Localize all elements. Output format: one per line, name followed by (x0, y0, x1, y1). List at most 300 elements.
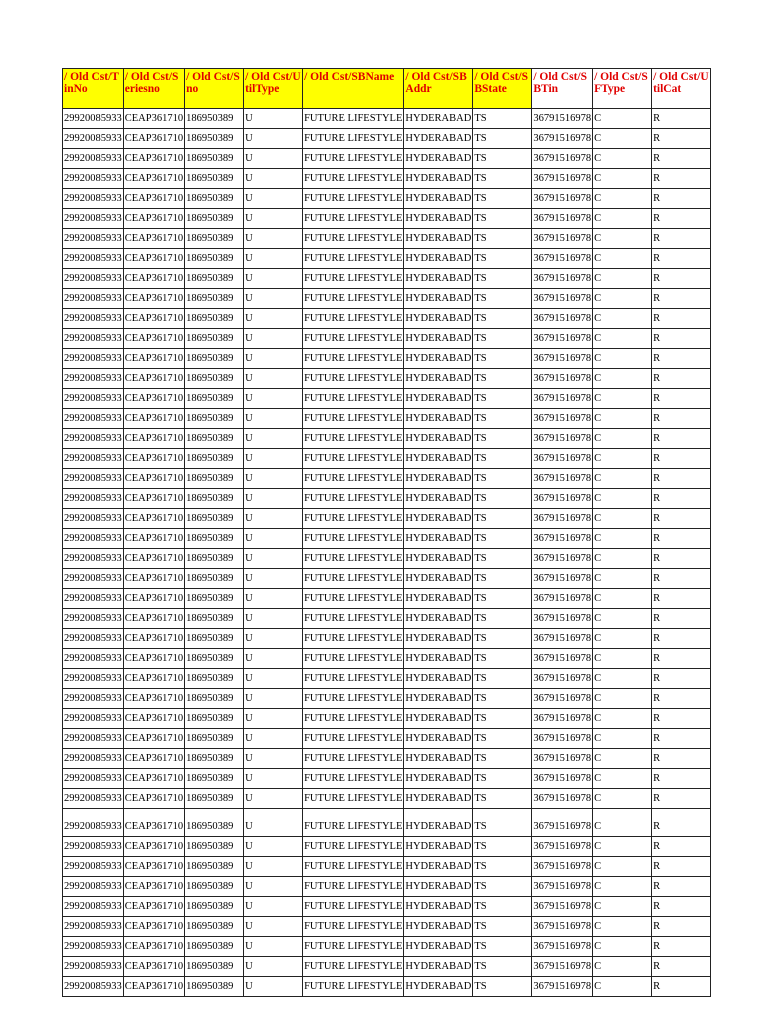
cell-tinno[interactable]: 29920085933 (63, 169, 124, 189)
cell-sbstate[interactable]: TS (473, 429, 532, 449)
cell-utilcat[interactable]: R (652, 169, 711, 189)
cell-utiltype[interactable]: U (244, 629, 303, 649)
cell-seriesno[interactable]: CEAP361710 (123, 129, 184, 149)
cell-sbstate[interactable]: TS (473, 409, 532, 429)
cell-seriesno[interactable]: CEAP361710 (123, 189, 184, 209)
cell-sbaddr[interactable]: HYDERABAD (404, 877, 473, 897)
cell-utilcat[interactable]: R (652, 857, 711, 877)
cell-tinno[interactable]: 29920085933 (63, 749, 124, 769)
cell-sbaddr[interactable]: HYDERABAD (404, 937, 473, 957)
cell-sno[interactable]: 186950389 (185, 649, 244, 669)
cell-tinno[interactable]: 29920085933 (63, 429, 124, 449)
cell-sbaddr[interactable]: HYDERABAD (404, 649, 473, 669)
cell-sftype[interactable]: C (593, 409, 652, 429)
cell-tinno[interactable]: 29920085933 (63, 489, 124, 509)
cell-utiltype[interactable]: U (244, 917, 303, 937)
cell-sbtin[interactable]: 36791516978 (532, 837, 593, 857)
cell-sbaddr[interactable]: HYDERABAD (404, 369, 473, 389)
cell-sbstate[interactable]: TS (473, 249, 532, 269)
cell-sbtin[interactable]: 36791516978 (532, 857, 593, 877)
cell-sftype[interactable]: C (593, 749, 652, 769)
cell-sftype[interactable]: C (593, 349, 652, 369)
cell-utilcat[interactable]: R (652, 109, 711, 129)
cell-sno[interactable]: 186950389 (185, 837, 244, 857)
column-header-sbtin[interactable]: / Old Cst/SBTin (532, 69, 593, 109)
cell-sftype[interactable]: C (593, 509, 652, 529)
cell-sftype[interactable]: C (593, 369, 652, 389)
cell-sno[interactable]: 186950389 (185, 729, 244, 749)
column-header-utiltype[interactable]: / Old Cst/UtilType (244, 69, 303, 109)
cell-utilcat[interactable]: R (652, 409, 711, 429)
cell-sbstate[interactable]: TS (473, 569, 532, 589)
cell-sbname[interactable]: FUTURE LIFESTYLE (303, 209, 404, 229)
cell-sbtin[interactable]: 36791516978 (532, 937, 593, 957)
cell-sbtin[interactable]: 36791516978 (532, 469, 593, 489)
cell-sbstate[interactable]: TS (473, 549, 532, 569)
cell-sbname[interactable]: FUTURE LIFESTYLE (303, 897, 404, 917)
cell-sbaddr[interactable]: HYDERABAD (404, 629, 473, 649)
column-header-utilcat[interactable]: / Old Cst/UtilCat (652, 69, 711, 109)
cell-tinno[interactable]: 29920085933 (63, 689, 124, 709)
cell-utiltype[interactable]: U (244, 957, 303, 977)
cell-sno[interactable]: 186950389 (185, 529, 244, 549)
cell-sno[interactable]: 186950389 (185, 289, 244, 309)
cell-seriesno[interactable]: CEAP361710 (123, 549, 184, 569)
cell-utiltype[interactable]: U (244, 149, 303, 169)
cell-sbaddr[interactable]: HYDERABAD (404, 769, 473, 789)
cell-utiltype[interactable]: U (244, 857, 303, 877)
cell-seriesno[interactable]: CEAP361710 (123, 769, 184, 789)
cell-sbname[interactable]: FUTURE LIFESTYLE (303, 857, 404, 877)
cell-utiltype[interactable]: U (244, 329, 303, 349)
cell-sbaddr[interactable]: HYDERABAD (404, 917, 473, 937)
cell-sbaddr[interactable]: HYDERABAD (404, 977, 473, 997)
cell-utiltype[interactable]: U (244, 189, 303, 209)
cell-sbtin[interactable]: 36791516978 (532, 529, 593, 549)
cell-sbstate[interactable]: TS (473, 529, 532, 549)
cell-utilcat[interactable]: R (652, 189, 711, 209)
cell-seriesno[interactable]: CEAP361710 (123, 489, 184, 509)
cell-sbtin[interactable]: 36791516978 (532, 289, 593, 309)
cell-sftype[interactable]: C (593, 269, 652, 289)
cell-sbaddr[interactable]: HYDERABAD (404, 469, 473, 489)
cell-sbtin[interactable]: 36791516978 (532, 897, 593, 917)
cell-seriesno[interactable]: CEAP361710 (123, 209, 184, 229)
cell-sbstate[interactable]: TS (473, 957, 532, 977)
cell-sbname[interactable]: FUTURE LIFESTYLE (303, 329, 404, 349)
cell-tinno[interactable]: 29920085933 (63, 837, 124, 857)
cell-sbaddr[interactable]: HYDERABAD (404, 169, 473, 189)
cell-sbname[interactable]: FUTURE LIFESTYLE (303, 309, 404, 329)
cell-utiltype[interactable]: U (244, 249, 303, 269)
cell-seriesno[interactable]: CEAP361710 (123, 249, 184, 269)
cell-tinno[interactable]: 29920085933 (63, 209, 124, 229)
cell-seriesno[interactable]: CEAP361710 (123, 529, 184, 549)
cell-sno[interactable]: 186950389 (185, 669, 244, 689)
cell-utilcat[interactable]: R (652, 209, 711, 229)
cell-tinno[interactable]: 29920085933 (63, 569, 124, 589)
cell-sno[interactable]: 186950389 (185, 209, 244, 229)
cell-utiltype[interactable]: U (244, 529, 303, 549)
cell-sbstate[interactable]: TS (473, 729, 532, 749)
cell-utilcat[interactable]: R (652, 809, 711, 837)
cell-sbtin[interactable]: 36791516978 (532, 209, 593, 229)
cell-sno[interactable]: 186950389 (185, 229, 244, 249)
cell-utilcat[interactable]: R (652, 977, 711, 997)
cell-sftype[interactable]: C (593, 769, 652, 789)
cell-seriesno[interactable]: CEAP361710 (123, 109, 184, 129)
cell-sbstate[interactable]: TS (473, 329, 532, 349)
cell-tinno[interactable]: 29920085933 (63, 649, 124, 669)
cell-seriesno[interactable]: CEAP361710 (123, 569, 184, 589)
cell-utiltype[interactable]: U (244, 789, 303, 809)
cell-sbtin[interactable]: 36791516978 (532, 329, 593, 349)
cell-sbaddr[interactable]: HYDERABAD (404, 897, 473, 917)
cell-seriesno[interactable]: CEAP361710 (123, 689, 184, 709)
cell-sbstate[interactable]: TS (473, 269, 532, 289)
cell-sbaddr[interactable]: HYDERABAD (404, 729, 473, 749)
cell-sno[interactable]: 186950389 (185, 589, 244, 609)
cell-utiltype[interactable]: U (244, 389, 303, 409)
cell-sbname[interactable]: FUTURE LIFESTYLE (303, 469, 404, 489)
cell-sbname[interactable]: FUTURE LIFESTYLE (303, 449, 404, 469)
cell-sno[interactable]: 186950389 (185, 609, 244, 629)
cell-sftype[interactable]: C (593, 857, 652, 877)
cell-seriesno[interactable]: CEAP361710 (123, 897, 184, 917)
cell-sftype[interactable]: C (593, 669, 652, 689)
cell-sbname[interactable]: FUTURE LIFESTYLE (303, 837, 404, 857)
cell-sbaddr[interactable]: HYDERABAD (404, 189, 473, 209)
cell-tinno[interactable]: 29920085933 (63, 329, 124, 349)
cell-tinno[interactable]: 29920085933 (63, 809, 124, 837)
cell-sbaddr[interactable]: HYDERABAD (404, 449, 473, 469)
cell-utiltype[interactable]: U (244, 569, 303, 589)
cell-sbtin[interactable]: 36791516978 (532, 389, 593, 409)
cell-sbname[interactable]: FUTURE LIFESTYLE (303, 509, 404, 529)
cell-sbtin[interactable]: 36791516978 (532, 509, 593, 529)
cell-sbstate[interactable]: TS (473, 289, 532, 309)
cell-sbname[interactable]: FUTURE LIFESTYLE (303, 809, 404, 837)
cell-sbaddr[interactable]: HYDERABAD (404, 669, 473, 689)
cell-sbname[interactable]: FUTURE LIFESTYLE (303, 189, 404, 209)
cell-sbname[interactable]: FUTURE LIFESTYLE (303, 489, 404, 509)
cell-tinno[interactable]: 29920085933 (63, 369, 124, 389)
cell-sbtin[interactable]: 36791516978 (532, 977, 593, 997)
cell-utilcat[interactable]: R (652, 149, 711, 169)
cell-utiltype[interactable]: U (244, 649, 303, 669)
cell-sbname[interactable]: FUTURE LIFESTYLE (303, 249, 404, 269)
cell-sbstate[interactable]: TS (473, 129, 532, 149)
cell-sbname[interactable]: FUTURE LIFESTYLE (303, 977, 404, 997)
cell-sbname[interactable]: FUTURE LIFESTYLE (303, 289, 404, 309)
cell-sno[interactable]: 186950389 (185, 149, 244, 169)
cell-sftype[interactable]: C (593, 209, 652, 229)
cell-sbstate[interactable]: TS (473, 189, 532, 209)
cell-utilcat[interactable]: R (652, 897, 711, 917)
cell-utiltype[interactable]: U (244, 489, 303, 509)
cell-sftype[interactable]: C (593, 549, 652, 569)
cell-sbaddr[interactable]: HYDERABAD (404, 789, 473, 809)
cell-sftype[interactable]: C (593, 809, 652, 837)
cell-sno[interactable]: 186950389 (185, 389, 244, 409)
cell-seriesno[interactable]: CEAP361710 (123, 609, 184, 629)
cell-utilcat[interactable]: R (652, 669, 711, 689)
cell-sbstate[interactable]: TS (473, 349, 532, 369)
cell-sbaddr[interactable]: HYDERABAD (404, 857, 473, 877)
cell-sftype[interactable]: C (593, 957, 652, 977)
cell-sbtin[interactable]: 36791516978 (532, 169, 593, 189)
cell-sftype[interactable]: C (593, 309, 652, 329)
cell-seriesno[interactable]: CEAP361710 (123, 349, 184, 369)
cell-sbtin[interactable]: 36791516978 (532, 789, 593, 809)
cell-tinno[interactable]: 29920085933 (63, 669, 124, 689)
cell-sbtin[interactable]: 36791516978 (532, 229, 593, 249)
cell-sftype[interactable]: C (593, 729, 652, 749)
cell-sno[interactable]: 186950389 (185, 469, 244, 489)
cell-sbtin[interactable]: 36791516978 (532, 729, 593, 749)
cell-sbstate[interactable]: TS (473, 809, 532, 837)
cell-sbaddr[interactable]: HYDERABAD (404, 269, 473, 289)
cell-sbtin[interactable]: 36791516978 (532, 269, 593, 289)
cell-sftype[interactable]: C (593, 897, 652, 917)
cell-tinno[interactable]: 29920085933 (63, 269, 124, 289)
cell-seriesno[interactable]: CEAP361710 (123, 837, 184, 857)
cell-sbname[interactable]: FUTURE LIFESTYLE (303, 109, 404, 129)
cell-utiltype[interactable]: U (244, 169, 303, 189)
cell-utilcat[interactable]: R (652, 489, 711, 509)
cell-sno[interactable]: 186950389 (185, 549, 244, 569)
cell-utilcat[interactable]: R (652, 589, 711, 609)
cell-sbstate[interactable]: TS (473, 369, 532, 389)
cell-sbstate[interactable]: TS (473, 649, 532, 669)
cell-tinno[interactable]: 29920085933 (63, 309, 124, 329)
cell-sbname[interactable]: FUTURE LIFESTYLE (303, 529, 404, 549)
cell-sftype[interactable]: C (593, 169, 652, 189)
column-header-sno[interactable]: / Old Cst/Sno (185, 69, 244, 109)
cell-tinno[interactable]: 29920085933 (63, 897, 124, 917)
cell-tinno[interactable]: 29920085933 (63, 469, 124, 489)
cell-sbname[interactable]: FUTURE LIFESTYLE (303, 649, 404, 669)
cell-tinno[interactable]: 29920085933 (63, 937, 124, 957)
cell-sbstate[interactable]: TS (473, 877, 532, 897)
cell-tinno[interactable]: 29920085933 (63, 977, 124, 997)
cell-utilcat[interactable]: R (652, 529, 711, 549)
column-header-sbstate[interactable]: / Old Cst/SBState (473, 69, 532, 109)
cell-tinno[interactable]: 29920085933 (63, 957, 124, 977)
cell-sno[interactable]: 186950389 (185, 709, 244, 729)
cell-sftype[interactable]: C (593, 149, 652, 169)
cell-sftype[interactable]: C (593, 977, 652, 997)
cell-utiltype[interactable]: U (244, 809, 303, 837)
cell-sftype[interactable]: C (593, 109, 652, 129)
cell-utilcat[interactable]: R (652, 837, 711, 857)
cell-tinno[interactable]: 29920085933 (63, 709, 124, 729)
cell-utilcat[interactable]: R (652, 629, 711, 649)
cell-sftype[interactable]: C (593, 529, 652, 549)
cell-sftype[interactable]: C (593, 189, 652, 209)
cell-utiltype[interactable]: U (244, 837, 303, 857)
cell-sbname[interactable]: FUTURE LIFESTYLE (303, 589, 404, 609)
cell-utiltype[interactable]: U (244, 549, 303, 569)
cell-seriesno[interactable]: CEAP361710 (123, 709, 184, 729)
cell-sbstate[interactable]: TS (473, 149, 532, 169)
cell-sbstate[interactable]: TS (473, 937, 532, 957)
cell-tinno[interactable]: 29920085933 (63, 449, 124, 469)
cell-sno[interactable]: 186950389 (185, 329, 244, 349)
cell-seriesno[interactable]: CEAP361710 (123, 429, 184, 449)
cell-sbstate[interactable]: TS (473, 509, 532, 529)
cell-sbtin[interactable]: 36791516978 (532, 149, 593, 169)
cell-tinno[interactable]: 29920085933 (63, 109, 124, 129)
cell-utilcat[interactable]: R (652, 649, 711, 669)
cell-sbtin[interactable]: 36791516978 (532, 109, 593, 129)
cell-sbtin[interactable]: 36791516978 (532, 629, 593, 649)
cell-tinno[interactable]: 29920085933 (63, 289, 124, 309)
cell-tinno[interactable]: 29920085933 (63, 877, 124, 897)
cell-tinno[interactable]: 29920085933 (63, 409, 124, 429)
cell-utilcat[interactable]: R (652, 249, 711, 269)
cell-sbstate[interactable]: TS (473, 469, 532, 489)
cell-tinno[interactable]: 29920085933 (63, 149, 124, 169)
cell-tinno[interactable]: 29920085933 (63, 917, 124, 937)
cell-utiltype[interactable]: U (244, 289, 303, 309)
cell-sbtin[interactable]: 36791516978 (532, 189, 593, 209)
cell-utilcat[interactable]: R (652, 289, 711, 309)
cell-sbaddr[interactable]: HYDERABAD (404, 549, 473, 569)
cell-tinno[interactable]: 29920085933 (63, 549, 124, 569)
cell-sbstate[interactable]: TS (473, 589, 532, 609)
cell-seriesno[interactable]: CEAP361710 (123, 977, 184, 997)
cell-utilcat[interactable]: R (652, 957, 711, 977)
cell-sbtin[interactable]: 36791516978 (532, 917, 593, 937)
cell-sbstate[interactable]: TS (473, 449, 532, 469)
cell-sbtin[interactable]: 36791516978 (532, 309, 593, 329)
cell-sbname[interactable]: FUTURE LIFESTYLE (303, 877, 404, 897)
cell-tinno[interactable]: 29920085933 (63, 769, 124, 789)
cell-sbtin[interactable]: 36791516978 (532, 769, 593, 789)
cell-sno[interactable]: 186950389 (185, 897, 244, 917)
cell-utiltype[interactable]: U (244, 369, 303, 389)
cell-sbaddr[interactable]: HYDERABAD (404, 569, 473, 589)
cell-utilcat[interactable]: R (652, 877, 711, 897)
cell-tinno[interactable]: 29920085933 (63, 129, 124, 149)
cell-sbtin[interactable]: 36791516978 (532, 749, 593, 769)
cell-tinno[interactable]: 29920085933 (63, 789, 124, 809)
cell-utilcat[interactable]: R (652, 569, 711, 589)
cell-sbtin[interactable]: 36791516978 (532, 609, 593, 629)
cell-utiltype[interactable]: U (244, 937, 303, 957)
cell-seriesno[interactable]: CEAP361710 (123, 857, 184, 877)
cell-sbaddr[interactable]: HYDERABAD (404, 149, 473, 169)
cell-utilcat[interactable]: R (652, 349, 711, 369)
cell-utiltype[interactable]: U (244, 449, 303, 469)
cell-utiltype[interactable]: U (244, 669, 303, 689)
cell-sbname[interactable]: FUTURE LIFESTYLE (303, 789, 404, 809)
cell-sbstate[interactable]: TS (473, 917, 532, 937)
cell-sbname[interactable]: FUTURE LIFESTYLE (303, 149, 404, 169)
cell-seriesno[interactable]: CEAP361710 (123, 649, 184, 669)
cell-sbstate[interactable]: TS (473, 669, 532, 689)
cell-sbname[interactable]: FUTURE LIFESTYLE (303, 409, 404, 429)
cell-seriesno[interactable]: CEAP361710 (123, 789, 184, 809)
cell-sno[interactable]: 186950389 (185, 369, 244, 389)
cell-sbname[interactable]: FUTURE LIFESTYLE (303, 229, 404, 249)
cell-utilcat[interactable]: R (652, 389, 711, 409)
cell-utilcat[interactable]: R (652, 769, 711, 789)
cell-sbtin[interactable]: 36791516978 (532, 349, 593, 369)
cell-utiltype[interactable]: U (244, 609, 303, 629)
cell-sftype[interactable]: C (593, 609, 652, 629)
cell-sbaddr[interactable]: HYDERABAD (404, 329, 473, 349)
cell-seriesno[interactable]: CEAP361710 (123, 509, 184, 529)
cell-seriesno[interactable]: CEAP361710 (123, 877, 184, 897)
cell-sftype[interactable]: C (593, 689, 652, 709)
cell-sbaddr[interactable]: HYDERABAD (404, 489, 473, 509)
cell-sbstate[interactable]: TS (473, 897, 532, 917)
cell-sftype[interactable]: C (593, 629, 652, 649)
cell-sftype[interactable]: C (593, 837, 652, 857)
cell-utiltype[interactable]: U (244, 877, 303, 897)
cell-sbstate[interactable]: TS (473, 169, 532, 189)
cell-sno[interactable]: 186950389 (185, 189, 244, 209)
cell-tinno[interactable]: 29920085933 (63, 249, 124, 269)
cell-sbtin[interactable]: 36791516978 (532, 369, 593, 389)
cell-tinno[interactable]: 29920085933 (63, 509, 124, 529)
cell-sbaddr[interactable]: HYDERABAD (404, 609, 473, 629)
cell-seriesno[interactable]: CEAP361710 (123, 289, 184, 309)
cell-sbaddr[interactable]: HYDERABAD (404, 429, 473, 449)
cell-seriesno[interactable]: CEAP361710 (123, 169, 184, 189)
cell-sbtin[interactable]: 36791516978 (532, 957, 593, 977)
cell-sno[interactable]: 186950389 (185, 569, 244, 589)
cell-sbname[interactable]: FUTURE LIFESTYLE (303, 429, 404, 449)
cell-utiltype[interactable]: U (244, 269, 303, 289)
cell-utiltype[interactable]: U (244, 509, 303, 529)
cell-seriesno[interactable]: CEAP361710 (123, 917, 184, 937)
cell-utiltype[interactable]: U (244, 729, 303, 749)
cell-sbaddr[interactable]: HYDERABAD (404, 809, 473, 837)
cell-sbname[interactable]: FUTURE LIFESTYLE (303, 609, 404, 629)
cell-sbtin[interactable]: 36791516978 (532, 709, 593, 729)
cell-sno[interactable]: 186950389 (185, 349, 244, 369)
cell-seriesno[interactable]: CEAP361710 (123, 957, 184, 977)
cell-sftype[interactable]: C (593, 429, 652, 449)
cell-sno[interactable]: 186950389 (185, 809, 244, 837)
cell-sftype[interactable]: C (593, 489, 652, 509)
cell-utilcat[interactable]: R (652, 129, 711, 149)
cell-utiltype[interactable]: U (244, 977, 303, 997)
cell-utilcat[interactable]: R (652, 917, 711, 937)
cell-sbaddr[interactable]: HYDERABAD (404, 749, 473, 769)
cell-sno[interactable]: 186950389 (185, 629, 244, 649)
cell-sbaddr[interactable]: HYDERABAD (404, 349, 473, 369)
cell-utiltype[interactable]: U (244, 589, 303, 609)
cell-sno[interactable]: 186950389 (185, 169, 244, 189)
cell-sbstate[interactable]: TS (473, 629, 532, 649)
cell-sbaddr[interactable]: HYDERABAD (404, 209, 473, 229)
cell-sbtin[interactable]: 36791516978 (532, 129, 593, 149)
cell-sbtin[interactable]: 36791516978 (532, 409, 593, 429)
cell-sbstate[interactable]: TS (473, 609, 532, 629)
cell-tinno[interactable]: 29920085933 (63, 349, 124, 369)
cell-seriesno[interactable]: CEAP361710 (123, 269, 184, 289)
cell-sftype[interactable]: C (593, 877, 652, 897)
cell-utilcat[interactable]: R (652, 429, 711, 449)
cell-sbaddr[interactable]: HYDERABAD (404, 249, 473, 269)
cell-sbstate[interactable]: TS (473, 769, 532, 789)
cell-tinno[interactable]: 29920085933 (63, 629, 124, 649)
cell-sbstate[interactable]: TS (473, 689, 532, 709)
